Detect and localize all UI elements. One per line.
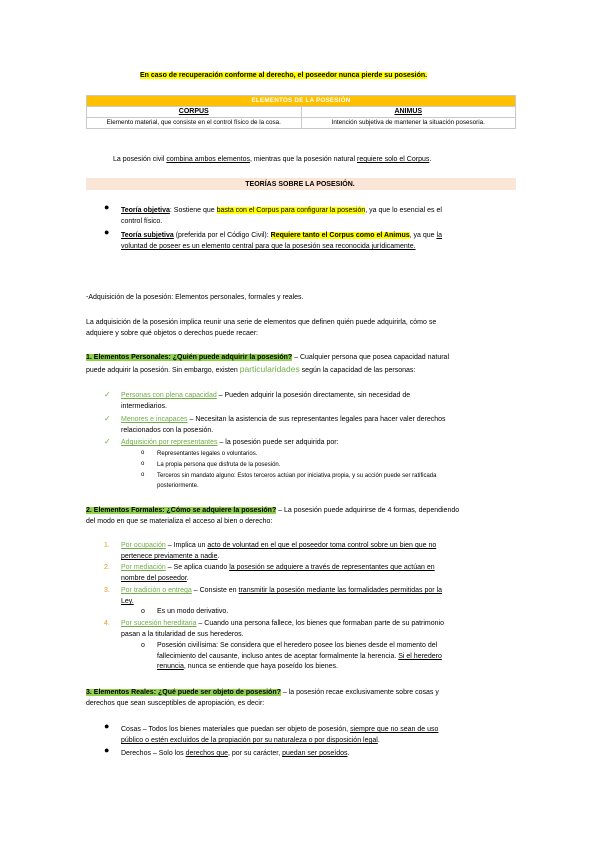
theories-heading: TEORÍAS SOBRE LA POSESIÓN. bbox=[245, 181, 355, 188]
real-item2 bbox=[121, 749, 349, 759]
theory-objective-line2: control físico. bbox=[121, 218, 163, 225]
personal-rest: – Cualquier persona que posea capacidad natural bbox=[292, 354, 450, 361]
summary-text-a: La posesión civil bbox=[113, 156, 167, 163]
acquisition-title: -Adquisición de la posesión: Elementos personales, formales y reales. bbox=[86, 294, 304, 301]
summary-text-e: . bbox=[429, 156, 432, 163]
formal-item1-l2: pertenece previamente a nadie bbox=[121, 553, 218, 560]
formal-item3-a: – Consiste en bbox=[191, 587, 239, 594]
formal-elements-heading bbox=[86, 506, 459, 516]
corpus-header: CORPUS bbox=[87, 107, 302, 118]
formal-item1-end: . bbox=[217, 553, 220, 560]
formal-item4-sub1: Posesión civilísima: Se considera que el heredero posee los bienes desde el momento del bbox=[157, 642, 438, 649]
real-item1-l2u: público o estén excluidos de la propiación por su naturaleza o por disposición legal bbox=[121, 737, 378, 744]
personal-item3 bbox=[121, 438, 339, 448]
sub-bullet: o bbox=[141, 642, 145, 649]
possession-summary bbox=[113, 155, 431, 165]
formal-item4-s2: fallecimiento del causante, incluso antes de aceptar formalmente la herencia. bbox=[157, 653, 399, 660]
personal-line2a: puede adquirir la posesión. Sin embargo, existen bbox=[86, 367, 240, 374]
recovery-note-text: En caso de recuperación conforme al derecho, el poseedor nunca pierde su posesión. bbox=[140, 72, 428, 79]
bullet-icon: ● bbox=[104, 227, 110, 237]
formal-item2-l2: nombre del poseedor bbox=[121, 575, 187, 582]
personal-sub3: Terceros sin mandato alguno: Estos terceros actúan por iniciativa propia, y su acción puede ser ratificada bbox=[157, 473, 437, 479]
formal-item2-head: Por mediación bbox=[121, 564, 166, 571]
real-item2-end: . bbox=[347, 750, 350, 757]
formal-item3-line2: Ley. bbox=[121, 598, 134, 605]
real-rest: – la posesión recae exclusivamente sobre cosas y bbox=[280, 689, 439, 696]
formal-item2-a: – Se aplica cuando bbox=[165, 564, 230, 571]
possession-elements-table bbox=[86, 95, 516, 129]
formal-item1-b: acto de voluntad en el que el poseedor toma control sobre un bien que no bbox=[207, 542, 437, 549]
animus-description: Intención subjetiva de mantener la situación posesoria. bbox=[301, 118, 516, 129]
formal-item4-sub2 bbox=[157, 652, 442, 662]
formal-item4-a: – Cuando una persona fallece, los bienes que formaban parte de su patrimonio bbox=[196, 620, 444, 627]
personal-item1-rest: – Pueden adquirir la posesión directamente, sin necesidad de bbox=[216, 392, 411, 399]
real-item2-a: Derechos – Solo los bbox=[121, 750, 186, 757]
personal-line2b: particularidades bbox=[239, 364, 300, 374]
real-item1-line2 bbox=[121, 736, 380, 746]
real-item2-u2: puedan ser poseídos bbox=[282, 750, 348, 757]
formal-item1 bbox=[121, 541, 436, 551]
formal-item2-end: . bbox=[186, 575, 189, 582]
formal-item4-head: Por sucesión hereditaria bbox=[121, 620, 197, 627]
formal-item2-b: la posesión se adquiere a través de representantes que actúan en bbox=[229, 564, 435, 571]
bullet-icon: ● bbox=[104, 745, 110, 755]
theory-objective-line1 bbox=[121, 206, 442, 216]
summary-text-b: combina ambos elementos bbox=[166, 156, 250, 163]
personal-elements-heading bbox=[86, 353, 449, 363]
animus-header: ANIMUS bbox=[301, 107, 516, 118]
real-elements-line2: derechos que sean susceptibles de apropiación, es decir: bbox=[86, 700, 265, 707]
personal-item1-line2: intermediarios. bbox=[121, 403, 167, 410]
corpus-description: Elemento material, que consiste en el control físico de la cosa. bbox=[87, 118, 302, 129]
theory-objective-b: , ya que lo esencial es el bbox=[365, 207, 442, 214]
personal-sub1: Representantes legales o voluntarios. bbox=[157, 451, 258, 457]
list-number-2: 2. bbox=[104, 564, 110, 571]
bullet-icon: ● bbox=[104, 721, 110, 731]
theory-subjective-b: , ya que bbox=[409, 232, 437, 239]
bullet-icon: ● bbox=[104, 202, 110, 212]
formal-rest: – La posesión puede adquirirse de 4 formas, dependiendo bbox=[276, 507, 460, 514]
sub-bullet: o bbox=[141, 472, 145, 478]
personal-item2-rest: – Necesitan la asistencia de sus representantes legales para hacer valer derechos bbox=[187, 416, 446, 423]
theory-subjective-line2: voluntad de poseer es un elemento central para que la posesión sea reconocida jurídicamente. bbox=[121, 243, 416, 250]
formal-head: 2. Elementos Formales: ¿Cómo se adquiere la posesión? bbox=[86, 507, 277, 514]
real-head: 3. Elementos Reales: ¿Qué puede ser objeto de posesión? bbox=[86, 689, 281, 696]
acquisition-intro-line2: adquiere y sobre qué objetos o derechos puede recaer: bbox=[86, 330, 259, 337]
formal-item1-line2 bbox=[121, 552, 219, 562]
theory-objective-a: : Sostiene que bbox=[169, 207, 217, 214]
real-elements-heading bbox=[86, 688, 439, 698]
checkmark-icon: ✓ bbox=[104, 390, 111, 399]
personal-item2-line2: relacionados con la posesión. bbox=[121, 427, 214, 434]
formal-item4-sub3 bbox=[157, 662, 338, 672]
formal-item3-head: Por tradición o entrega bbox=[121, 587, 192, 594]
list-number-3: 3. bbox=[104, 587, 110, 594]
summary-text-c: , mientras que la posesión natural bbox=[249, 156, 357, 163]
real-item1-u: siempre que no sean de uso bbox=[350, 726, 439, 733]
real-item1 bbox=[121, 725, 438, 735]
theory-subjective-name: Teoría subjetiva bbox=[121, 232, 174, 239]
formal-item1-head: Por ocupación bbox=[121, 542, 166, 549]
personal-elements-line2 bbox=[86, 365, 415, 376]
recovery-note bbox=[140, 71, 427, 81]
formal-item1-a: – Implica un bbox=[165, 542, 208, 549]
formal-elements-line2: del modo en que se materializa el acceso al bien o derecho: bbox=[86, 518, 273, 525]
formal-item3-b: transmitir la posesión mediante las formalidades permitidas por la bbox=[238, 587, 443, 594]
personal-item2 bbox=[121, 415, 446, 425]
formal-item4-s3: , nunca se entiende que haya poseído los bienes. bbox=[183, 663, 338, 670]
real-item1-end: . bbox=[377, 737, 380, 744]
theory-subjective-line1 bbox=[121, 231, 442, 241]
formal-item3 bbox=[121, 586, 442, 596]
checkmark-icon: ✓ bbox=[104, 437, 111, 446]
formal-item2-line2 bbox=[121, 574, 189, 584]
personal-item2-head: Menores e incapaces bbox=[121, 416, 188, 423]
real-item1-a: Cosas – Todos los bienes materiales que puedan ser objeto de posesión, bbox=[121, 726, 351, 733]
formal-item3-sub: Es un modo derivativo. bbox=[157, 608, 229, 615]
checkmark-icon: ✓ bbox=[104, 414, 111, 423]
sub-bullet: o bbox=[141, 450, 145, 456]
personal-line2c: según la capacidad de las personas: bbox=[299, 367, 416, 374]
sub-bullet: o bbox=[141, 608, 145, 615]
sub-bullet: o bbox=[141, 461, 145, 467]
personal-item1 bbox=[121, 391, 410, 401]
table-title: ELEMENTOS DE LA POSESIÓN bbox=[87, 96, 516, 107]
personal-item3-head: Adquisición por representantes bbox=[121, 439, 218, 446]
formal-item4-s2u: Si el heredero bbox=[398, 653, 442, 660]
theory-objective-highlight: basta con el Corpus para configurar la posesión bbox=[216, 207, 366, 214]
theory-subjective-c: la bbox=[436, 232, 442, 239]
real-item2-b: , por su carácter, bbox=[228, 750, 283, 757]
acquisition-intro-line1: La adquisición de la posesión implica reunir una serie de elementos que definen quién puede adquirirla, cómo se bbox=[86, 319, 437, 326]
real-item2-u1: derechos que bbox=[185, 750, 229, 757]
personal-item3-rest: – la posesión puede ser adquirida por: bbox=[217, 439, 339, 446]
list-number-4: 4. bbox=[104, 620, 110, 627]
formal-item2 bbox=[121, 563, 435, 573]
personal-item1-head: Personas con plena capacidad bbox=[121, 392, 217, 399]
summary-text-d: requiere solo el Corpus bbox=[356, 156, 430, 163]
formal-item4-s3u: renuncia bbox=[157, 663, 184, 670]
theory-subjective-a: (preferida por el Código Civil): bbox=[173, 232, 271, 239]
formal-item4 bbox=[121, 619, 444, 629]
personal-head: 1. Elementos Personales: ¿Quién puede adquirir la posesión? bbox=[86, 354, 293, 361]
theory-objective-name: Teoría objetiva bbox=[121, 207, 170, 214]
personal-sub2: La propia persona que disfruta de la posesión. bbox=[157, 462, 281, 468]
formal-item4-line2: pasan a la titularidad de sus herederos. bbox=[121, 631, 244, 638]
theory-subjective-highlight: Requiere tanto el Corpus como el Animus bbox=[270, 232, 410, 239]
list-number-1: 1. bbox=[104, 542, 110, 549]
personal-sub3-line2: posteriormente. bbox=[157, 483, 199, 489]
